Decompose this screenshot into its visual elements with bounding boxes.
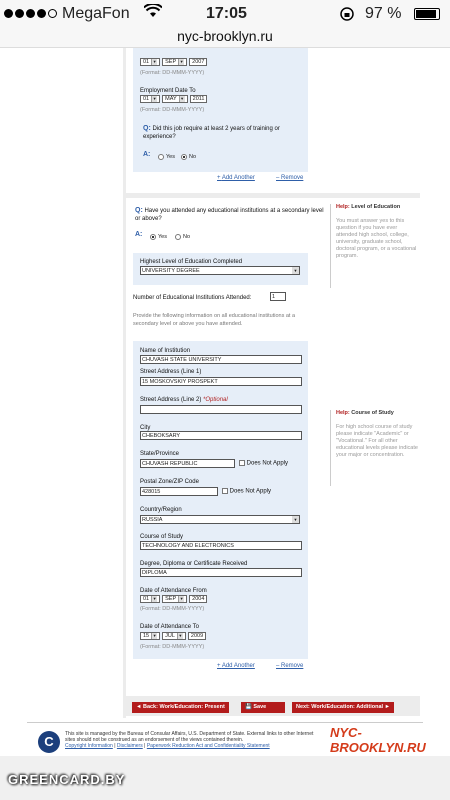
street2-input[interactable]: [140, 405, 302, 414]
education-no-radio[interactable]: No: [175, 234, 190, 240]
country-label: Country/Region: [140, 507, 182, 513]
help-level-of-education: Help: Level of Education You must answer yes to this question if you have ever attended high school, college, university, graduate school, doctoral program, or a vocational program.: [330, 204, 418, 288]
postal-input[interactable]: 428015: [140, 487, 218, 496]
state-does-not-apply[interactable]: Does Not Apply: [239, 460, 288, 467]
employment-add-another-link[interactable]: + Add Another: [217, 175, 255, 181]
rotation-lock-icon: [339, 6, 355, 26]
institution-name-input[interactable]: CHUVASH STATE UNIVERSITY: [140, 355, 302, 364]
attendance-to-label: Date of Attendance To: [140, 624, 199, 630]
help-column: [330, 48, 420, 718]
date-format-hint: (Format: DD-MMM-YYYY): [140, 70, 205, 76]
disclaimers-link[interactable]: Disclaimers: [116, 743, 143, 749]
battery-percent: 97 %: [365, 5, 402, 22]
highest-level-label: Highest Level of Education Completed: [140, 259, 243, 265]
instructions-text: Provide the following information on all educational institutions at a secondary level or above you have attended.: [133, 313, 296, 327]
footer: [27, 722, 426, 756]
answer-label: A:: [135, 231, 143, 238]
date-format-hint: (Format: DD-MMM-YYYY): [140, 606, 205, 612]
course-input[interactable]: TECHNOLOGY AND ELECTRONICS: [140, 541, 302, 550]
city-input[interactable]: CHEBOKSARY: [140, 431, 302, 440]
attendance-from-date[interactable]: 01 ▼ SEP ▼ 2004: [140, 595, 207, 603]
paperwork-link[interactable]: Paperwork Reduction Act and Confidentiality Statement: [146, 743, 270, 749]
date-format-hint: (Format: DD-MMM-YYYY): [140, 107, 205, 113]
institutions-count-label: Number of Educational Institutions Attended:: [133, 295, 252, 301]
attendance-from-label: Date of Attendance From: [140, 588, 207, 594]
street1-input[interactable]: 15 MOSKOVSKIY PROSPEKT: [140, 377, 302, 386]
street1-label: Street Address (Line 1): [140, 369, 202, 375]
state-label: State/Province: [140, 451, 180, 457]
copyright-link[interactable]: Copyright Information: [65, 743, 113, 749]
address-bar[interactable]: nyc-brooklyn.ru: [0, 28, 450, 48]
date-format-hint: (Format: DD-MMM-YYYY): [140, 644, 205, 650]
degree-input[interactable]: DIPLOMA: [140, 568, 302, 577]
postal-does-not-apply[interactable]: Does Not Apply: [222, 488, 271, 495]
street2-label: Street Address (Line 2) *Optional: [140, 397, 228, 403]
section-divider: [126, 193, 420, 198]
employment-date-from[interactable]: 01 ▼ SEP ▼ 2007: [140, 58, 207, 66]
employment-date-to-label: Employment Date To: [140, 88, 196, 94]
education-remove-link[interactable]: ‒ Remove: [276, 663, 304, 669]
watermark: GREENCARD.BY: [8, 772, 126, 787]
training-question: Q: Did this job require at least 2 years of training or experience?: [143, 125, 280, 140]
attendance-to-date[interactable]: 15 ▼ JUL ▼ 2009: [140, 632, 206, 640]
next-button[interactable]: Next: Work/Education: Additional ►: [292, 702, 394, 713]
help-course-of-study: Help: Course of Study For high school course of study please indicate "Academic" or "Vocational." For all other educational levels please indicate your major or concentration.: [330, 410, 418, 486]
course-label: Course of Study: [140, 534, 184, 540]
signal-icon: [4, 9, 57, 18]
status-bar: [0, 0, 450, 28]
clock: 17:05: [206, 5, 247, 22]
education-add-another-link[interactable]: + Add Another: [217, 663, 255, 669]
save-button[interactable]: 💾 Save: [241, 702, 285, 713]
employment-remove-link[interactable]: ‒ Remove: [276, 175, 304, 181]
footer-text: This site is managed by the Bureau of Consular Affairs, U.S. Department of State. External links to other Internet sites should not be construed as an endorsement of the views contained therein. Copyright Information | Disclaimers | Paperwork Reduction Act and Confidentiality Statement: [65, 731, 314, 749]
state-input[interactable]: CHUVASH REPUBLIC: [140, 459, 235, 468]
training-yes-radio[interactable]: Yes: [158, 154, 175, 160]
city-label: City: [140, 425, 151, 431]
degree-label: Degree, Diploma or Certificate Received: [140, 561, 248, 567]
back-button[interactable]: ◄ Back: Work/Education: Present: [132, 702, 229, 713]
carrier-name: MegaFon: [62, 5, 130, 22]
training-no-radio[interactable]: No: [181, 154, 196, 160]
education-yes-radio[interactable]: Yes: [150, 234, 167, 240]
site-logo: NYC-BROOKLYN.RU: [330, 725, 426, 755]
country-select[interactable]: RUSSIA ▼: [140, 515, 300, 524]
institution-name-label: Name of Institution: [140, 348, 191, 354]
postal-label: Postal Zone/ZIP Code: [140, 479, 199, 485]
institutions-count-input[interactable]: 1: [270, 292, 286, 301]
answer-label: A:: [143, 151, 151, 158]
wifi-icon: [144, 4, 162, 22]
highest-level-select[interactable]: UNIVERSITY DEGREE ▼: [140, 266, 300, 275]
battery-icon: [414, 8, 440, 20]
employment-date-to[interactable]: 01 ▼ MAY ▼ 2011: [140, 95, 207, 103]
state-department-seal-icon: C: [38, 731, 60, 753]
education-question: Q: Have you attended any educational institutions at a secondary level or above?: [135, 207, 324, 222]
